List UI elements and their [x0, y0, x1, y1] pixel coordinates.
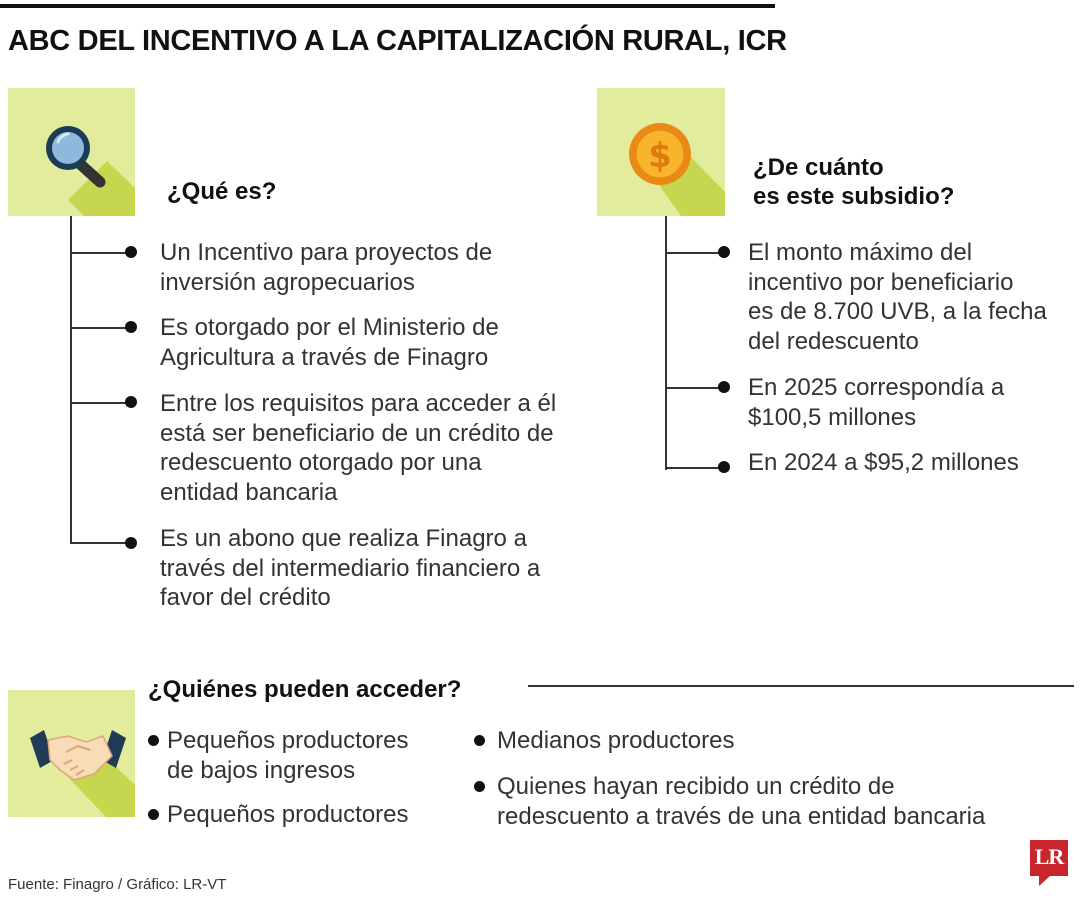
timeline-line-que-es	[70, 216, 72, 544]
que-es-item: Es otorgado por el Ministerio de Agricultura a través de Finagro	[160, 314, 499, 371]
section-title-que-es: ¿Qué es?	[167, 178, 277, 205]
timeline-branch	[665, 467, 725, 469]
magnifier-icon	[8, 88, 135, 216]
bullet-dot	[718, 246, 730, 258]
section-divider	[528, 685, 1074, 687]
que-es-item: Es un abono que realiza Finagro a través del intermediario financiero a favor del crédito	[160, 525, 541, 611]
bullet-dot	[474, 781, 485, 792]
bullet-dot	[125, 246, 137, 258]
bullet-dot	[474, 735, 485, 746]
subsidio-item: En 2024 a $95,2 millones	[748, 449, 1019, 476]
source-credit: Fuente: Finagro / Gráfico: LR-VT	[8, 876, 227, 893]
timeline-branch	[70, 252, 132, 254]
handshake-icon-box	[8, 690, 135, 817]
quienes-item: Quienes hayan recibido un crédito de redescuento a través de una entidad bancaria	[497, 773, 986, 830]
bullet-dot	[148, 735, 159, 746]
dollar-coin-icon	[597, 88, 725, 216]
bullet-dot	[125, 396, 137, 408]
quienes-item: Medianos productores	[497, 727, 735, 754]
timeline-branch	[70, 542, 132, 544]
section-title-subsidio: ¿De cuánto es este subsidio?	[753, 154, 955, 210]
handshake-icon	[8, 690, 135, 817]
page-title: ABC DEL INCENTIVO A LA CAPITALIZACIÓN RURAL, ICR	[8, 25, 787, 57]
subsidio-item: En 2025 correspondía a $100,5 millones	[748, 374, 1005, 431]
bullet-dot	[125, 321, 137, 333]
svg-text:$: $	[648, 136, 672, 176]
timeline-branch	[70, 327, 132, 329]
timeline-branch	[70, 402, 132, 404]
top-rule	[0, 4, 775, 8]
logo-text: LR	[1034, 844, 1064, 869]
subsidio-item: El monto máximo del incentivo por beneficiario es de 8.700 UVB, a la fecha del redescuento	[748, 239, 1047, 355]
timeline-branch	[665, 252, 725, 254]
coin-icon-box	[597, 88, 725, 216]
que-es-item: Un Incentivo para proyectos de inversión agropecuarios	[160, 239, 493, 296]
bullet-dot	[718, 381, 730, 393]
que-es-item: Entre los requisitos para acceder a él está ser beneficiario de un crédito de redescuento otorgado por una entidad bancaria	[160, 390, 557, 506]
section-title-quienes: ¿Quiénes pueden acceder?	[148, 676, 462, 703]
magnifier-icon-box	[8, 88, 135, 216]
quienes-item: Pequeños productores de bajos ingresos	[167, 727, 409, 784]
bullet-dot	[148, 809, 159, 820]
logo-tail	[1039, 876, 1050, 886]
timeline-line-subsidio	[665, 216, 667, 470]
bullet-dot	[718, 461, 730, 473]
bullet-dot	[125, 537, 137, 549]
lr-logo	[1030, 840, 1068, 886]
timeline-branch	[665, 387, 725, 389]
quienes-item: Pequeños productores	[167, 801, 409, 828]
